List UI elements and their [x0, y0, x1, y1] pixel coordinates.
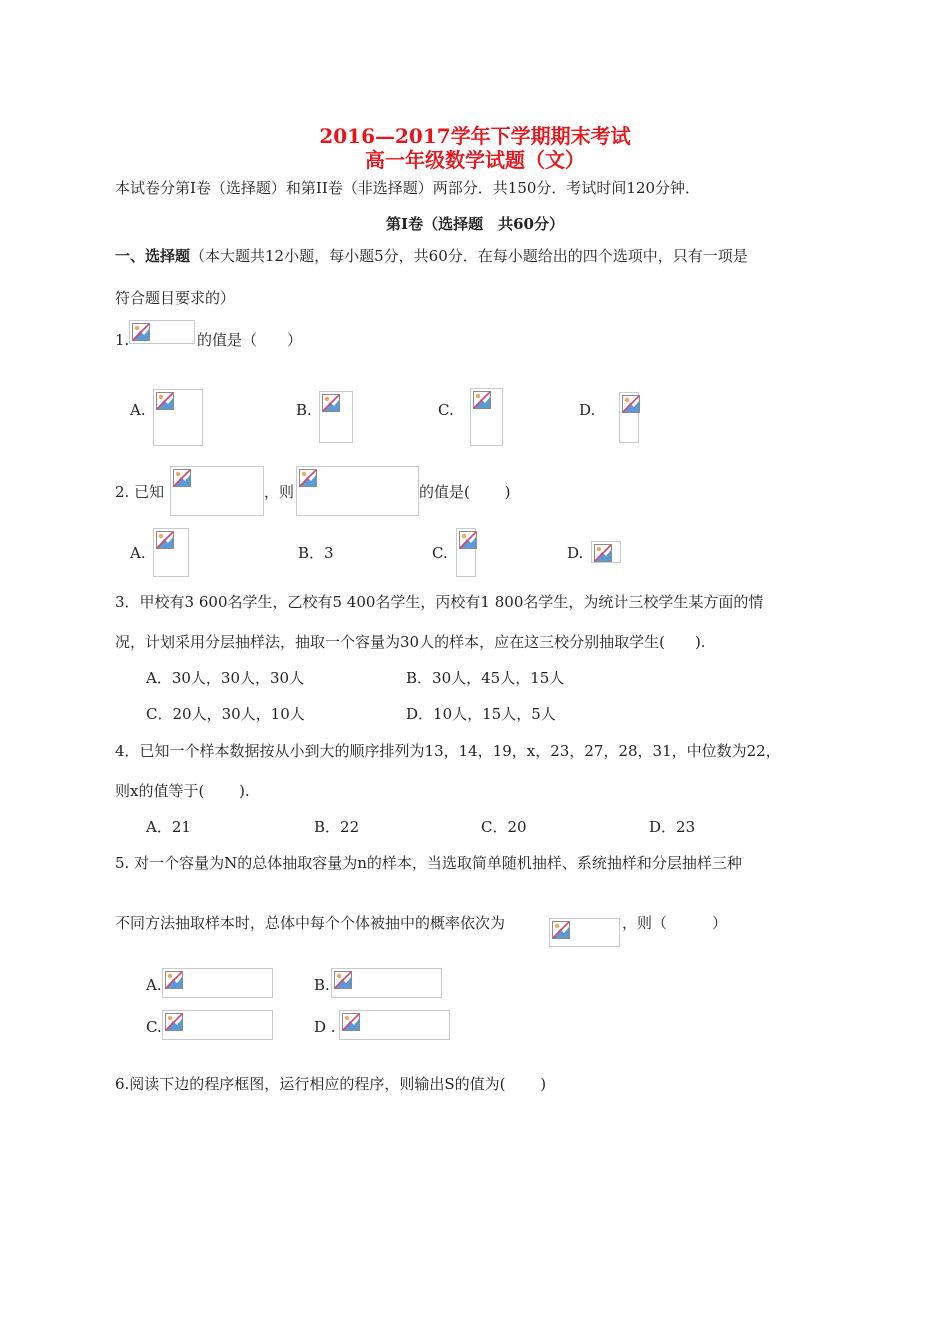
- q2-option-c-image: [456, 528, 476, 577]
- q1-formula-image: [129, 320, 195, 344]
- q1-option-b-label: B.: [296, 401, 312, 419]
- q2-option-b: B．3: [298, 544, 334, 562]
- q2-suffix: 的值是( ): [419, 483, 511, 501]
- q5-option-b-label: B.: [314, 976, 330, 994]
- q5-option-d-image: [339, 1010, 450, 1040]
- q2-option-d-label: D.: [567, 544, 584, 562]
- broken-image-icon: [473, 391, 491, 409]
- exam-title-line2: 高一年级数学试题（文）: [365, 148, 585, 172]
- q3-line1: 3．甲校有3 600名学生，乙校有5 400名学生，丙校有1 800名学生，为统计三校学生某方面的情: [115, 593, 764, 611]
- broken-image-icon: [342, 1013, 360, 1031]
- broken-image-icon: [299, 469, 317, 487]
- q4-option-d: D．23: [649, 818, 696, 836]
- q5-line2-suffix: ，则（ ）: [622, 914, 728, 932]
- broken-image-icon: [594, 544, 612, 562]
- q1-option-c-image: [470, 388, 503, 446]
- section-desc: （本大题共12小题，每小题5分，共60分．在每小题给出的四个选项中，只有一项是: [190, 247, 748, 265]
- q4-line2: 则x的值等于( ).: [115, 782, 250, 800]
- broken-image-icon: [156, 392, 174, 410]
- q2-prefix: 2. 已知: [115, 483, 165, 501]
- q2-option-d-image: [591, 541, 621, 563]
- q1-option-c-label: C.: [438, 401, 454, 419]
- part1-heading: 第I卷（选择题 共60分）: [386, 215, 564, 233]
- q3-option-c: C．20人，30人，10人: [146, 705, 305, 723]
- broken-image-icon: [173, 469, 191, 487]
- q5-option-d-label: D .: [314, 1018, 336, 1036]
- q2-given-image: [170, 466, 264, 516]
- q1-option-a-image: [153, 389, 203, 446]
- q5-line2-prefix: 不同方法抽取样本时，总体中每个个体被抽中的概率依次为: [115, 914, 506, 932]
- broken-image-icon: [334, 971, 352, 989]
- q3-option-d: D．10人，15人，5人: [406, 705, 556, 723]
- q2-option-a-image: [153, 528, 189, 577]
- q1-option-d-image: [619, 392, 639, 443]
- broken-image-icon: [322, 394, 340, 412]
- q2-expression-image: [296, 466, 419, 516]
- q4-line1: 4．已知一个样本数据按从小到大的顺序排列为13，14，19，x，23，27，28，31，中位数为22，: [115, 742, 781, 760]
- broken-image-icon: [132, 323, 150, 341]
- q1-stem: 的值是（ ）: [197, 331, 303, 349]
- q1-option-a-label: A.: [130, 401, 146, 419]
- broken-image-icon: [622, 395, 640, 413]
- q5-option-c-label: C.: [146, 1018, 162, 1036]
- broken-image-icon: [552, 921, 570, 939]
- q3-option-b: B．30人，45人，15人: [406, 669, 565, 687]
- broken-image-icon: [165, 1013, 183, 1031]
- q2-option-a-label: A.: [130, 544, 146, 562]
- q1-option-b-image: [319, 391, 353, 443]
- q4-option-b: B．22: [314, 818, 360, 836]
- broken-image-icon: [156, 531, 174, 549]
- exam-title-line1: 2016—2017学年下学期期末考试: [319, 124, 631, 148]
- exam-intro: 本试卷分第I卷（选择题）和第II卷（非选择题）两部分．共150分．考试时间120分钟．: [115, 179, 701, 197]
- q5-option-c-image: [162, 1010, 273, 1040]
- section-desc-2: 符合题目要求的）: [115, 289, 236, 307]
- q1-number: 1.: [115, 331, 130, 349]
- broken-image-icon: [165, 971, 183, 989]
- broken-image-icon: [459, 531, 477, 549]
- q3-line2: 况，计划采用分层抽样法，抽取一个容量为30人的样本，应在这三校分别抽取学生( ).: [115, 633, 706, 651]
- section-label: 一、选择题: [115, 247, 191, 265]
- q6-stem: 6.阅读下边的程序框图，运行相应的程序，则输出S的值为( ): [115, 1075, 547, 1093]
- q5-option-b-image: [331, 968, 442, 998]
- q2-mid: ，则: [264, 483, 295, 501]
- section-intro: [115, 246, 748, 266]
- q5-line1: 5. 对一个容量为N的总体抽取容量为n的样本，当选取简单随机抽样、系统抽样和分层抽样三种: [115, 854, 742, 872]
- q4-option-c: C．20: [481, 818, 527, 836]
- q4-option-a: A．21: [146, 818, 191, 836]
- q1-option-d-label: D.: [579, 401, 596, 419]
- q5-probabilities-image: [549, 918, 620, 947]
- q2-option-c-label: C.: [432, 544, 448, 562]
- q5-option-a-label: A.: [146, 976, 162, 994]
- q5-option-a-image: [162, 968, 273, 998]
- q3-option-a: A．30人，30人，30人: [146, 669, 305, 687]
